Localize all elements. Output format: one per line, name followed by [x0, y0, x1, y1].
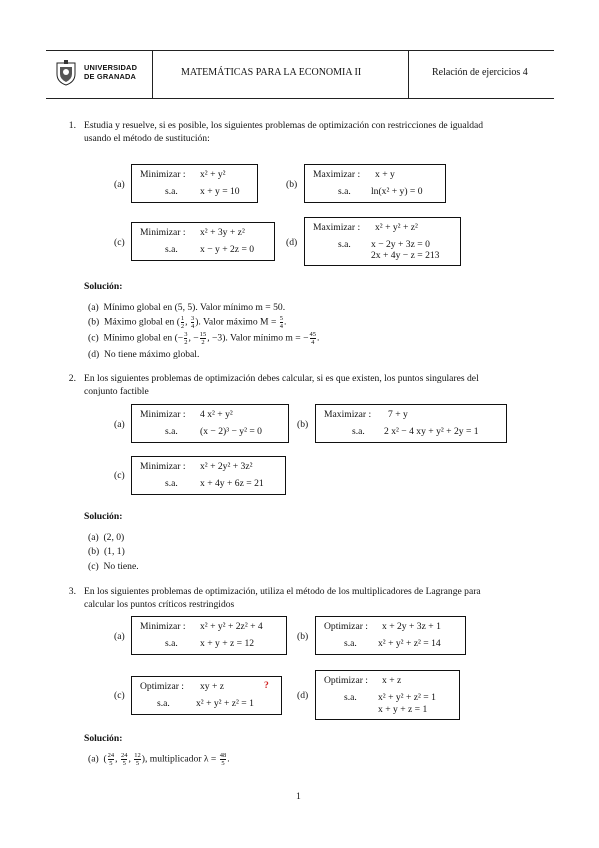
numerator: 12 — [134, 752, 141, 759]
solution-text: , − — [188, 332, 199, 344]
constraint: ln(x² + y) = 0 — [371, 186, 423, 197]
problem-label: (c) — [114, 237, 125, 248]
solution-label: (c) — [88, 561, 99, 572]
fraction — [200, 331, 207, 346]
problem-box — [131, 616, 287, 655]
problem-box — [131, 456, 286, 495]
fraction — [309, 331, 320, 346]
exercise-number: 1. — [68, 120, 76, 131]
solution-text: No tiene máximo global. — [103, 349, 200, 360]
numerator: 3 — [184, 331, 188, 338]
constraint: 2 x² − 4 xy + y² + 2y = 1 — [384, 426, 479, 437]
constraint: x² + y² + z² = 14 — [378, 638, 441, 649]
denominator: 5 — [122, 760, 126, 767]
solution-item — [88, 546, 125, 557]
exercise-statement — [84, 373, 479, 398]
constraint: 2x + 4y − z = 213 — [371, 250, 440, 261]
solution-label: (a) — [88, 532, 99, 543]
denominator: 4 — [311, 339, 315, 346]
problem-box — [304, 164, 446, 203]
fraction — [108, 752, 115, 767]
problem-box — [315, 616, 466, 655]
objective-function: x² + y² — [200, 169, 226, 180]
objective-function: 7 + y — [388, 409, 408, 420]
fraction — [134, 752, 141, 767]
sheet-title: Relación de ejercicios 4 — [432, 67, 528, 78]
solution-text: ), multiplicador λ = — [141, 753, 219, 765]
header-divider — [408, 51, 409, 98]
solution-item — [88, 331, 319, 346]
constraint-keyword: s.a. — [157, 698, 170, 709]
objective-keyword: Maximizar : — [313, 222, 361, 233]
constraint-keyword: s.a. — [165, 244, 178, 255]
solution-text: (2, 0) — [103, 532, 125, 543]
objective-function: 4 x² + y² — [200, 409, 233, 420]
denominator: 5 — [109, 760, 113, 767]
solution-item — [88, 349, 199, 360]
constraint-keyword: s.a. — [165, 426, 178, 437]
problem-label: (c) — [114, 690, 125, 701]
objective-keyword: Optimizar : — [140, 681, 184, 692]
constraint-keyword: s.a. — [352, 426, 365, 437]
constraint-keyword: s.a. — [165, 638, 178, 649]
exercise-number: 3. — [68, 586, 76, 597]
numerator: 24 — [107, 752, 115, 759]
solution-text: . — [284, 316, 287, 328]
objective-function: x + z — [382, 675, 402, 686]
objective-keyword: Minimizar : — [140, 169, 186, 180]
problem-label: (d) — [297, 690, 309, 701]
solution-item — [88, 315, 286, 330]
denominator: 4 — [279, 323, 284, 330]
solution-label: (c) — [88, 332, 99, 344]
problem-box — [131, 676, 282, 715]
solution-label: (d) — [88, 349, 100, 360]
objective-keyword: Maximizar : — [324, 409, 372, 420]
objective-function: x² + 3y + z² — [200, 227, 245, 238]
denominator: 5 — [135, 760, 140, 767]
denominator: 2 — [201, 339, 205, 346]
denominator: 4 — [190, 323, 195, 330]
solution-text: No tiene. — [103, 561, 139, 572]
constraint: x + y + z = 12 — [200, 638, 255, 649]
constraint-keyword: s.a. — [165, 478, 178, 489]
objective-function: x² + y² + z² — [375, 222, 418, 233]
solution-item — [88, 302, 285, 313]
statement-line: usando el método de sustitución: — [84, 132, 210, 144]
solution-text: (1, 1) — [103, 546, 125, 557]
objective-function: x² + y² + 2z² + 4 — [200, 621, 263, 632]
university-crest-icon — [54, 60, 78, 86]
objective-function: x + y — [375, 169, 395, 180]
solution-text: , — [115, 753, 120, 765]
constraint-keyword: s.a. — [344, 692, 357, 703]
solution-heading: Solución: — [84, 281, 123, 292]
numerator: 5 — [279, 315, 284, 322]
statement-line: En los siguientes problemas de optimización debes calcular, si es que existen, los puntos singulares del — [84, 373, 479, 384]
problem-label: (a) — [114, 419, 125, 430]
objective-function: x + 2y + 3z + 1 — [382, 621, 441, 632]
page-number: 1 — [296, 791, 301, 802]
solution-heading: Solución: — [84, 733, 123, 744]
objective-keyword: Maximizar : — [313, 169, 361, 180]
header-divider — [152, 51, 153, 98]
solution-text: ( — [103, 753, 107, 765]
denominator: 2 — [180, 323, 185, 330]
constraint: x − y + 2z = 0 — [200, 244, 255, 255]
solution-text: Mínimo global en (5, 5). Valor mínimo m = 50. — [103, 302, 286, 313]
fraction — [191, 315, 194, 330]
objective-function: x² + 2y² + 3z² — [200, 461, 253, 472]
objective-keyword: Minimizar : — [140, 621, 186, 632]
solution-item — [88, 532, 124, 543]
statement-line: En los siguientes problemas de optimización, utiliza el método de los multiplicadores de Lagrange para — [84, 586, 481, 597]
constraint: x + y = 10 — [200, 186, 240, 197]
solution-text: , −3). Valor mínimo m = − — [207, 332, 309, 344]
constraint-keyword: s.a. — [344, 638, 357, 649]
denominator: 2 — [184, 339, 188, 346]
constraint: x + y + z = 1 — [378, 704, 428, 715]
objective-keyword: Minimizar : — [140, 409, 186, 420]
objective-function: xy + z — [200, 681, 225, 692]
problem-box — [304, 217, 461, 266]
solution-text: ). Valor máximo M = — [195, 316, 279, 328]
numerator: 1 — [180, 315, 185, 322]
numerator: 45 — [309, 331, 317, 338]
exercise-number: 2. — [68, 373, 76, 384]
problem-label: (c) — [114, 470, 125, 481]
constraint: x + 4y + 6z = 21 — [200, 478, 264, 489]
university-name-line2: DE GRANADA — [84, 72, 137, 81]
problem-box — [131, 164, 258, 203]
constraint: x² + y² + z² = 1 — [378, 692, 436, 703]
problem-label: (b) — [286, 179, 298, 190]
numerator: 3 — [190, 315, 195, 322]
solution-text: , — [128, 753, 134, 765]
fraction — [219, 752, 230, 767]
fraction — [181, 315, 184, 330]
problem-label: (b) — [297, 631, 309, 642]
university-name-line1: UNIVERSIDAD — [84, 63, 138, 72]
objective-keyword: Optimizar : — [324, 621, 368, 632]
exercise-statement — [84, 120, 483, 145]
objective-keyword: Optimizar : — [324, 675, 368, 686]
denominator: 5 — [221, 760, 225, 767]
constraint: x − 2y + 3z = 0 — [371, 239, 430, 250]
problem-label: (a) — [114, 179, 125, 190]
problem-box — [315, 670, 460, 720]
constraint: x² + y² + z² = 1 — [196, 698, 254, 709]
problem-box — [315, 404, 507, 443]
fraction — [184, 331, 187, 346]
problem-label: (a) — [114, 631, 125, 642]
statement-line: conjunto factible — [84, 385, 149, 397]
exercise-statement — [84, 586, 481, 611]
fraction — [280, 315, 283, 330]
statement-line: calcular los puntos críticos restringidos — [84, 598, 235, 610]
fraction — [121, 752, 128, 767]
solution-text: Máximo global en ( — [103, 316, 180, 328]
solution-label: (a) — [88, 753, 99, 765]
numerator: 48 — [219, 752, 227, 759]
solution-text: . — [317, 332, 320, 344]
solution-text: Mínimo global en (− — [103, 332, 184, 344]
statement-line: Estudia y resuelve, si es posible, los siguientes problemas de optimización con restricciones de igualdad — [84, 120, 484, 131]
solution-item — [88, 561, 139, 572]
constraint-keyword: s.a. — [338, 239, 351, 250]
solution-label: (a) — [88, 302, 99, 313]
question-mark-annotation: ? — [264, 680, 269, 691]
problem-box — [131, 404, 289, 443]
solution-label: (b) — [88, 546, 100, 557]
numerator: 15 — [199, 331, 207, 338]
solution-heading: Solución: — [84, 511, 123, 522]
constraint-keyword: s.a. — [165, 186, 178, 197]
solution-text: . — [227, 753, 230, 765]
problem-box — [131, 222, 275, 261]
solution-item — [88, 752, 230, 767]
objective-keyword: Minimizar : — [140, 227, 186, 238]
solution-text: , — [185, 316, 190, 328]
course-title: MATEMÁTICAS PARA LA ECONOMIA II — [181, 67, 362, 78]
objective-keyword: Minimizar : — [140, 461, 186, 472]
problem-label: (d) — [286, 237, 298, 248]
numerator: 24 — [120, 752, 128, 759]
constraint-keyword: s.a. — [338, 186, 351, 197]
solution-label: (b) — [88, 316, 100, 328]
problem-label: (b) — [297, 419, 309, 430]
constraint: (x − 2)³ − y² = 0 — [200, 426, 262, 437]
